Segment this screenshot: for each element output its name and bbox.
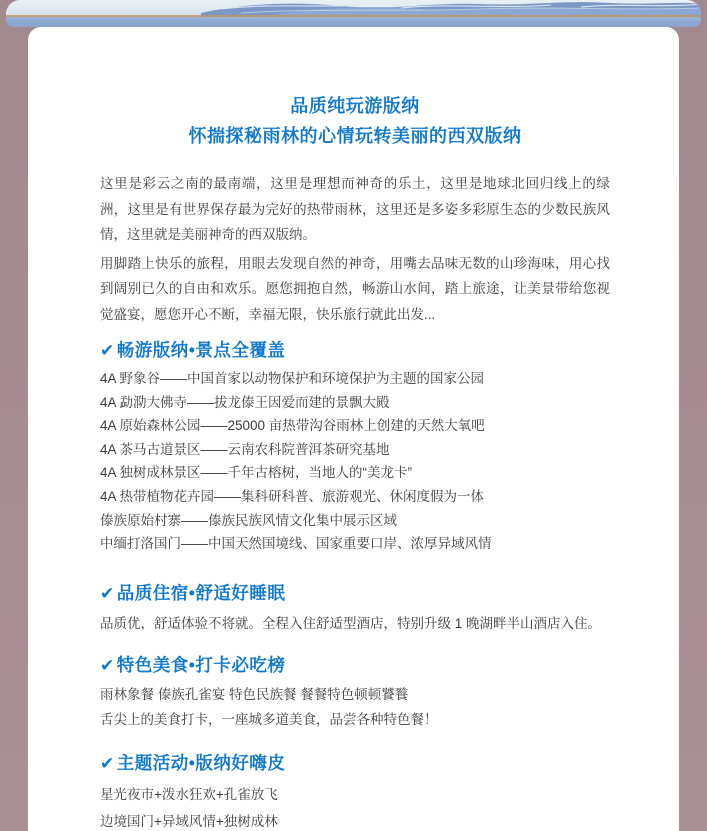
list-item: 4A 独树成林景区——千年古榕树，当地人的“美龙卡”	[100, 465, 413, 481]
section-activities-title: 主题活动•版纳好嗨皮	[116, 752, 286, 773]
content-card	[28, 27, 679, 831]
section-food-heading	[100, 653, 610, 678]
list-item: 4A 茶马古道景区——云南农科院普洱茶研究基地	[100, 441, 390, 457]
document-body	[28, 91, 679, 831]
list-item: 中缅打洛国门——中国天然国境线、国家重要口岸、浓厚异域风情	[100, 536, 492, 552]
activities-description	[100, 781, 610, 831]
intro-paragraph-2: 用脚踏上快乐的旅程，用眼去发现自然的神奇，用嘴去品味无数的山珍海味，用心找到阔别已久的自由和欢乐。愿您拥抱自然，畅游山水间，踏上旅途，让美景带给您视觉盛宴，愿您开心不断，幸福无限，快乐旅行就此出发...	[100, 255, 610, 322]
list-item: 品质优，舒适体验不将就。全程入住舒适型酒店，特别升级 1 晚湖畔半山酒店入住。	[100, 615, 602, 631]
intro-paragraphs	[100, 171, 610, 327]
page-title-line2: 怀揣探秘雨林的心情玩转美丽的西双版纳	[188, 126, 522, 146]
attractions-list	[100, 367, 610, 556]
section-activities-heading	[100, 751, 610, 776]
section-food-title: 特色美食•打卡必吃榜	[116, 654, 286, 675]
page-title	[100, 91, 610, 151]
check-icon: ✔	[100, 753, 115, 773]
list-item: 星光夜市+泼水狂欢+孔雀放飞	[100, 786, 278, 802]
hotel-description	[100, 611, 610, 637]
list-item: 4A 热带植物花卉园——集科研科普、旅游观光、休闲度假为一体	[100, 488, 485, 504]
food-description	[100, 682, 610, 733]
list-item: 边境国门+异域风情+独树成林	[100, 813, 278, 829]
section-food	[100, 653, 610, 733]
section-activities	[100, 751, 610, 831]
section-attractions-title: 畅游版纳•景点全覆盖	[116, 340, 286, 360]
section-hotel-heading	[100, 581, 610, 606]
check-icon: ✔	[100, 655, 115, 675]
list-item: 4A 野象谷——中国首家以动物保护和环境保护为主题的国家公园	[100, 371, 485, 386]
section-attractions-heading	[100, 338, 610, 363]
list-item: 雨林象餐 傣族孔雀宴 特色民族餐 餐餐特色顿顿饕餮	[100, 686, 409, 702]
list-item: 舌尖上的美食打卡，一座城多道美食，品尝各种特色餐！	[100, 712, 438, 728]
blue-band	[6, 17, 701, 27]
list-item: 傣族原始村寨——傣族民族风情文化集中展示区域	[100, 512, 397, 528]
section-hotel-title: 品质住宿•舒适好睡眠	[116, 582, 286, 603]
check-icon: ✔	[100, 583, 115, 603]
section-attractions	[100, 338, 610, 556]
list-item: 4A 原始森林公园——25000 亩热带沟谷雨林上创建的天然大氧吧	[100, 418, 485, 434]
decorative-header	[6, 0, 701, 28]
check-icon: ✔	[100, 341, 115, 360]
section-hotel	[100, 581, 610, 637]
intro-paragraph-1: 这里是彩云之南的最南端，这里是理想而神奇的乐土，这里是地球北回归线上的绿洲，这里是有世界保存最为完好的热带雨林，这里还是多姿多彩原生态的少数民族风情，这里就是美丽神奇的西双版纳。	[100, 176, 610, 242]
list-item: 4A 勐泐大佛寺——拔龙傣王因爱而建的景飘大殿	[100, 394, 390, 410]
page-title-line1: 品质纯玩游版纳	[290, 96, 420, 116]
